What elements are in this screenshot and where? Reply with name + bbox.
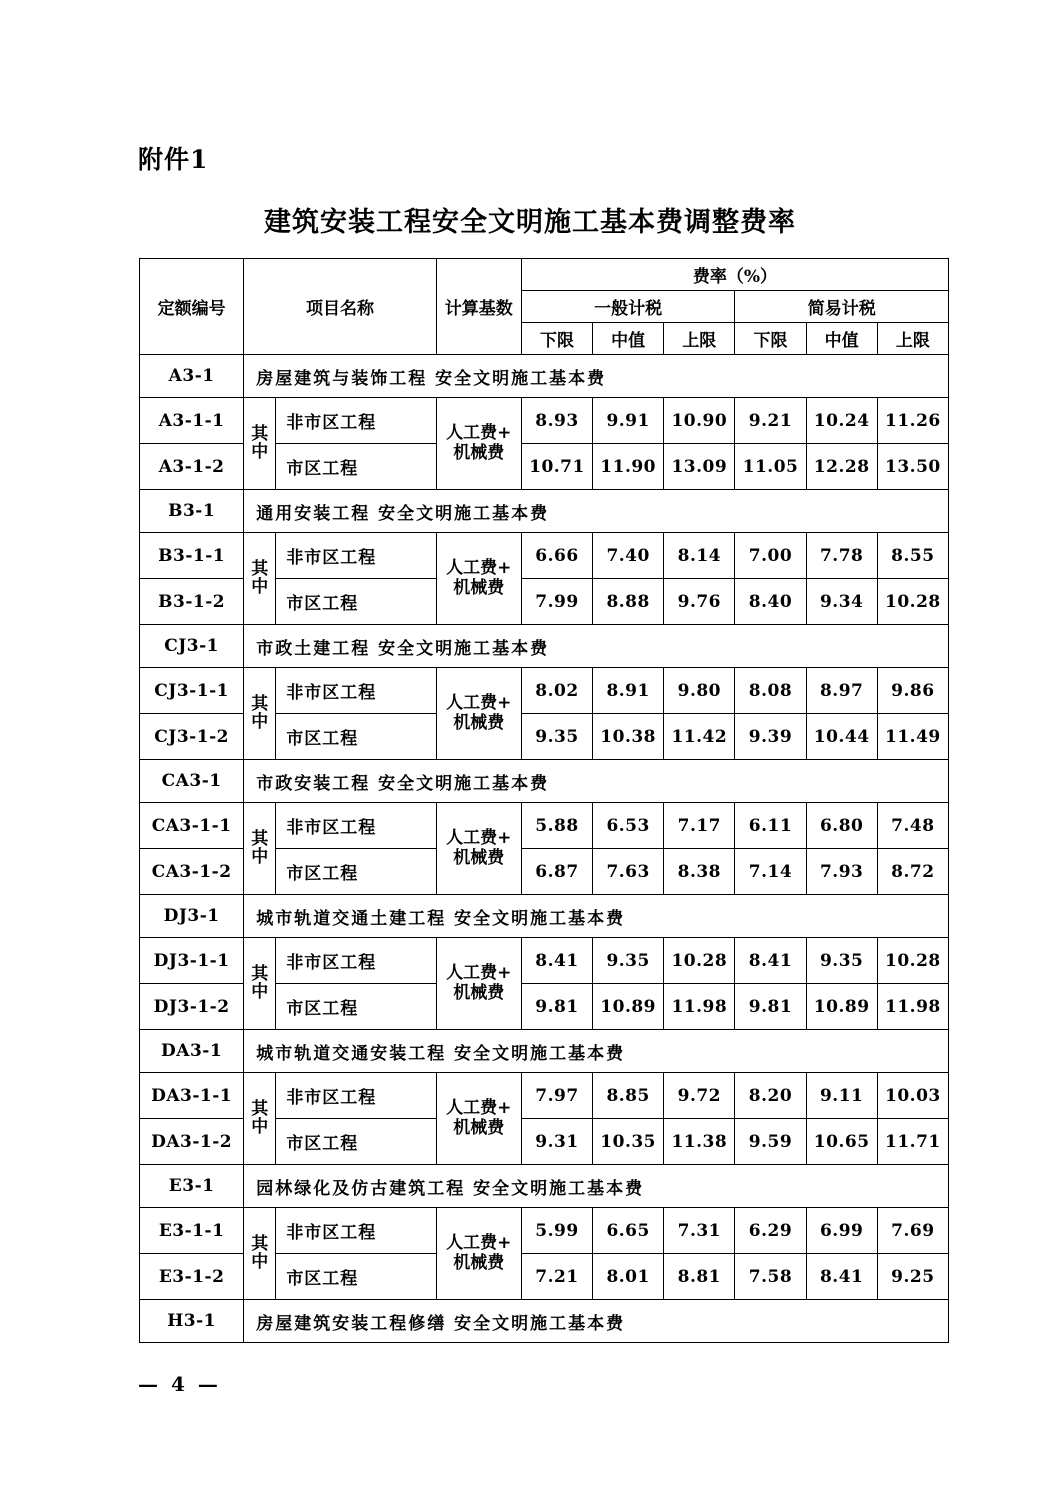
row-code: CJ3-1-2 — [140, 714, 244, 760]
rate-value: 13.50 — [877, 444, 948, 490]
rate-value: 9.81 — [735, 984, 806, 1030]
header-general-middle: 中值 — [593, 323, 664, 355]
rate-value: 10.71 — [521, 444, 592, 490]
header-simple-middle: 中值 — [806, 323, 877, 355]
rate-value: 7.97 — [521, 1073, 592, 1119]
page-title: 建筑安装工程安全文明施工基本费调整费率 — [264, 207, 796, 238]
row-code: A3-1-2 — [140, 444, 244, 490]
rate-value: 10.28 — [877, 938, 948, 984]
rate-value: 6.87 — [521, 849, 592, 895]
row-code: E3-1-1 — [140, 1208, 244, 1254]
rate-value: 10.35 — [593, 1119, 664, 1165]
rate-value: 9.21 — [735, 398, 806, 444]
row-project-name: 非市区工程 — [276, 938, 436, 984]
table-body — [140, 355, 949, 1343]
rate-value: 8.40 — [735, 579, 806, 625]
rate-value: 6.53 — [593, 803, 664, 849]
rate-value: 10.28 — [877, 579, 948, 625]
row-project-name: 市区工程 — [276, 1254, 436, 1300]
section-name: 园林绿化及仿古建筑工程 安全文明施工基本费 — [244, 1165, 949, 1208]
rate-value: 6.11 — [735, 803, 806, 849]
row-project-name: 市区工程 — [276, 714, 436, 760]
row-code: A3-1-1 — [140, 398, 244, 444]
row-code: DA3-1-1 — [140, 1073, 244, 1119]
rate-value: 7.99 — [521, 579, 592, 625]
table-row — [140, 625, 949, 668]
rate-value: 7.48 — [877, 803, 948, 849]
rate-value: 8.20 — [735, 1073, 806, 1119]
table-row — [140, 1300, 949, 1343]
calc-base-value: 人工费+ 机械费 — [436, 1208, 521, 1300]
table-row — [140, 1208, 949, 1254]
table-row — [140, 1030, 949, 1073]
header-simple-tax: 简易计税 — [735, 291, 949, 323]
qi-zhong-label: 其 中 — [244, 668, 276, 760]
rate-value: 10.03 — [877, 1073, 948, 1119]
rate-value: 13.09 — [664, 444, 735, 490]
rate-value: 8.97 — [806, 668, 877, 714]
rate-value: 9.86 — [877, 668, 948, 714]
header-simple-lower: 下限 — [735, 323, 806, 355]
table-row — [140, 895, 949, 938]
row-code: CA3-1-2 — [140, 849, 244, 895]
rate-value: 9.76 — [664, 579, 735, 625]
rate-value: 10.28 — [664, 938, 735, 984]
rate-value: 7.63 — [593, 849, 664, 895]
rate-value: 11.42 — [664, 714, 735, 760]
rate-value: 6.99 — [806, 1208, 877, 1254]
rate-value: 6.29 — [735, 1208, 806, 1254]
rate-value: 11.26 — [877, 398, 948, 444]
rate-value: 9.35 — [521, 714, 592, 760]
row-code: B3-1-1 — [140, 533, 244, 579]
section-code: DJ3-1 — [140, 895, 244, 938]
rate-value: 11.49 — [877, 714, 948, 760]
row-code: CJ3-1-1 — [140, 668, 244, 714]
calc-base-value: 人工费+ 机械费 — [436, 398, 521, 490]
rate-value: 8.38 — [664, 849, 735, 895]
qi-zhong-label: 其 中 — [244, 1208, 276, 1300]
header-general-upper: 上限 — [664, 323, 735, 355]
rate-value: 7.58 — [735, 1254, 806, 1300]
rate-value: 12.28 — [806, 444, 877, 490]
header-rate-group: 费率（%） — [521, 259, 948, 291]
rate-value: 9.34 — [806, 579, 877, 625]
section-code: A3-1 — [140, 355, 244, 398]
row-project-name: 非市区工程 — [276, 398, 436, 444]
table-header-row-1 — [140, 259, 949, 291]
row-code: B3-1-2 — [140, 579, 244, 625]
table-row — [140, 533, 949, 579]
rate-value: 6.65 — [593, 1208, 664, 1254]
rate-value: 7.14 — [735, 849, 806, 895]
fee-rate-table — [139, 258, 949, 1343]
rate-value: 10.38 — [593, 714, 664, 760]
rate-value: 11.98 — [664, 984, 735, 1030]
calc-base-value: 人工费+ 机械费 — [436, 668, 521, 760]
row-project-name: 市区工程 — [276, 984, 436, 1030]
rate-value: 11.90 — [593, 444, 664, 490]
row-project-name: 市区工程 — [276, 849, 436, 895]
rate-value: 5.99 — [521, 1208, 592, 1254]
calc-base-value: 人工费+ 机械费 — [436, 938, 521, 1030]
rate-value: 8.08 — [735, 668, 806, 714]
rate-value: 8.85 — [593, 1073, 664, 1119]
row-project-name: 非市区工程 — [276, 1208, 436, 1254]
rate-value: 9.39 — [735, 714, 806, 760]
rate-value: 7.69 — [877, 1208, 948, 1254]
rate-value: 9.72 — [664, 1073, 735, 1119]
table-row — [140, 355, 949, 398]
rate-value: 7.17 — [664, 803, 735, 849]
calc-base-value: 人工费+ 机械费 — [436, 1073, 521, 1165]
header-project-name: 项目名称 — [244, 259, 436, 355]
rate-value: 7.00 — [735, 533, 806, 579]
row-project-name: 市区工程 — [276, 1119, 436, 1165]
page-number: — 4 — — [138, 1372, 221, 1396]
rate-value: 9.91 — [593, 398, 664, 444]
rate-value: 9.80 — [664, 668, 735, 714]
header-general-lower: 下限 — [521, 323, 592, 355]
rate-value: 10.89 — [806, 984, 877, 1030]
rate-value: 7.93 — [806, 849, 877, 895]
rate-value: 10.44 — [806, 714, 877, 760]
section-code: CA3-1 — [140, 760, 244, 803]
section-code: DA3-1 — [140, 1030, 244, 1073]
rate-value: 8.55 — [877, 533, 948, 579]
section-name: 通用安装工程 安全文明施工基本费 — [244, 490, 949, 533]
rate-value: 8.88 — [593, 579, 664, 625]
rate-value: 9.25 — [877, 1254, 948, 1300]
section-name: 房屋建筑安装工程修缮 安全文明施工基本费 — [244, 1300, 949, 1343]
row-code: DJ3-1-1 — [140, 938, 244, 984]
qi-zhong-label: 其 中 — [244, 533, 276, 625]
section-code: CJ3-1 — [140, 625, 244, 668]
rate-value: 7.40 — [593, 533, 664, 579]
section-name: 市政土建工程 安全文明施工基本费 — [244, 625, 949, 668]
section-name: 房屋建筑与装饰工程 安全文明施工基本费 — [244, 355, 949, 398]
table-row — [140, 490, 949, 533]
rate-value: 8.81 — [664, 1254, 735, 1300]
table-row — [140, 1165, 949, 1208]
section-code: E3-1 — [140, 1165, 244, 1208]
section-name: 城市轨道交通土建工程 安全文明施工基本费 — [244, 895, 949, 938]
header-simple-upper: 上限 — [877, 323, 948, 355]
rate-value: 8.41 — [735, 938, 806, 984]
row-project-name: 市区工程 — [276, 579, 436, 625]
row-project-name: 非市区工程 — [276, 1073, 436, 1119]
attachment-label: 附件1 — [138, 145, 209, 174]
table-row — [140, 760, 949, 803]
qi-zhong-label: 其 中 — [244, 1073, 276, 1165]
header-code: 定额编号 — [140, 259, 244, 355]
row-project-name: 非市区工程 — [276, 533, 436, 579]
qi-zhong-label: 其 中 — [244, 803, 276, 895]
rate-value: 8.01 — [593, 1254, 664, 1300]
rate-value: 11.38 — [664, 1119, 735, 1165]
calc-base-value: 人工费+ 机械费 — [436, 533, 521, 625]
rate-value: 8.14 — [664, 533, 735, 579]
section-name: 市政安装工程 安全文明施工基本费 — [244, 760, 949, 803]
rate-value: 8.93 — [521, 398, 592, 444]
rate-value: 7.21 — [521, 1254, 592, 1300]
section-code: B3-1 — [140, 490, 244, 533]
table-row — [140, 938, 949, 984]
row-code: DJ3-1-2 — [140, 984, 244, 1030]
rate-value: 10.24 — [806, 398, 877, 444]
rate-value: 11.05 — [735, 444, 806, 490]
rate-value: 6.80 — [806, 803, 877, 849]
row-code: CA3-1-1 — [140, 803, 244, 849]
rate-value: 8.41 — [521, 938, 592, 984]
rate-value: 10.65 — [806, 1119, 877, 1165]
rate-value: 8.72 — [877, 849, 948, 895]
qi-zhong-label: 其 中 — [244, 398, 276, 490]
row-project-name: 非市区工程 — [276, 803, 436, 849]
rate-value: 5.88 — [521, 803, 592, 849]
rate-value: 11.71 — [877, 1119, 948, 1165]
rate-value: 8.02 — [521, 668, 592, 714]
row-code: E3-1-2 — [140, 1254, 244, 1300]
row-code: DA3-1-2 — [140, 1119, 244, 1165]
rate-value: 7.31 — [664, 1208, 735, 1254]
rate-value: 8.41 — [806, 1254, 877, 1300]
rate-value: 9.59 — [735, 1119, 806, 1165]
qi-zhong-label: 其 中 — [244, 938, 276, 1030]
table-row — [140, 803, 949, 849]
header-calc-base: 计算基数 — [436, 259, 521, 355]
table-row — [140, 668, 949, 714]
rate-value: 9.35 — [806, 938, 877, 984]
table-row — [140, 398, 949, 444]
rate-value: 11.98 — [877, 984, 948, 1030]
rate-value: 7.78 — [806, 533, 877, 579]
rate-value: 9.11 — [806, 1073, 877, 1119]
table-row — [140, 1073, 949, 1119]
rate-value: 9.31 — [521, 1119, 592, 1165]
rate-value: 6.66 — [521, 533, 592, 579]
rate-value: 8.91 — [593, 668, 664, 714]
row-project-name: 市区工程 — [276, 444, 436, 490]
header-general-tax: 一般计税 — [521, 291, 735, 323]
calc-base-value: 人工费+ 机械费 — [436, 803, 521, 895]
rate-value: 10.89 — [593, 984, 664, 1030]
row-project-name: 非市区工程 — [276, 668, 436, 714]
rate-value: 10.90 — [664, 398, 735, 444]
section-code: H3-1 — [140, 1300, 244, 1343]
section-name: 城市轨道交通安装工程 安全文明施工基本费 — [244, 1030, 949, 1073]
rate-value: 9.35 — [593, 938, 664, 984]
rate-value: 9.81 — [521, 984, 592, 1030]
